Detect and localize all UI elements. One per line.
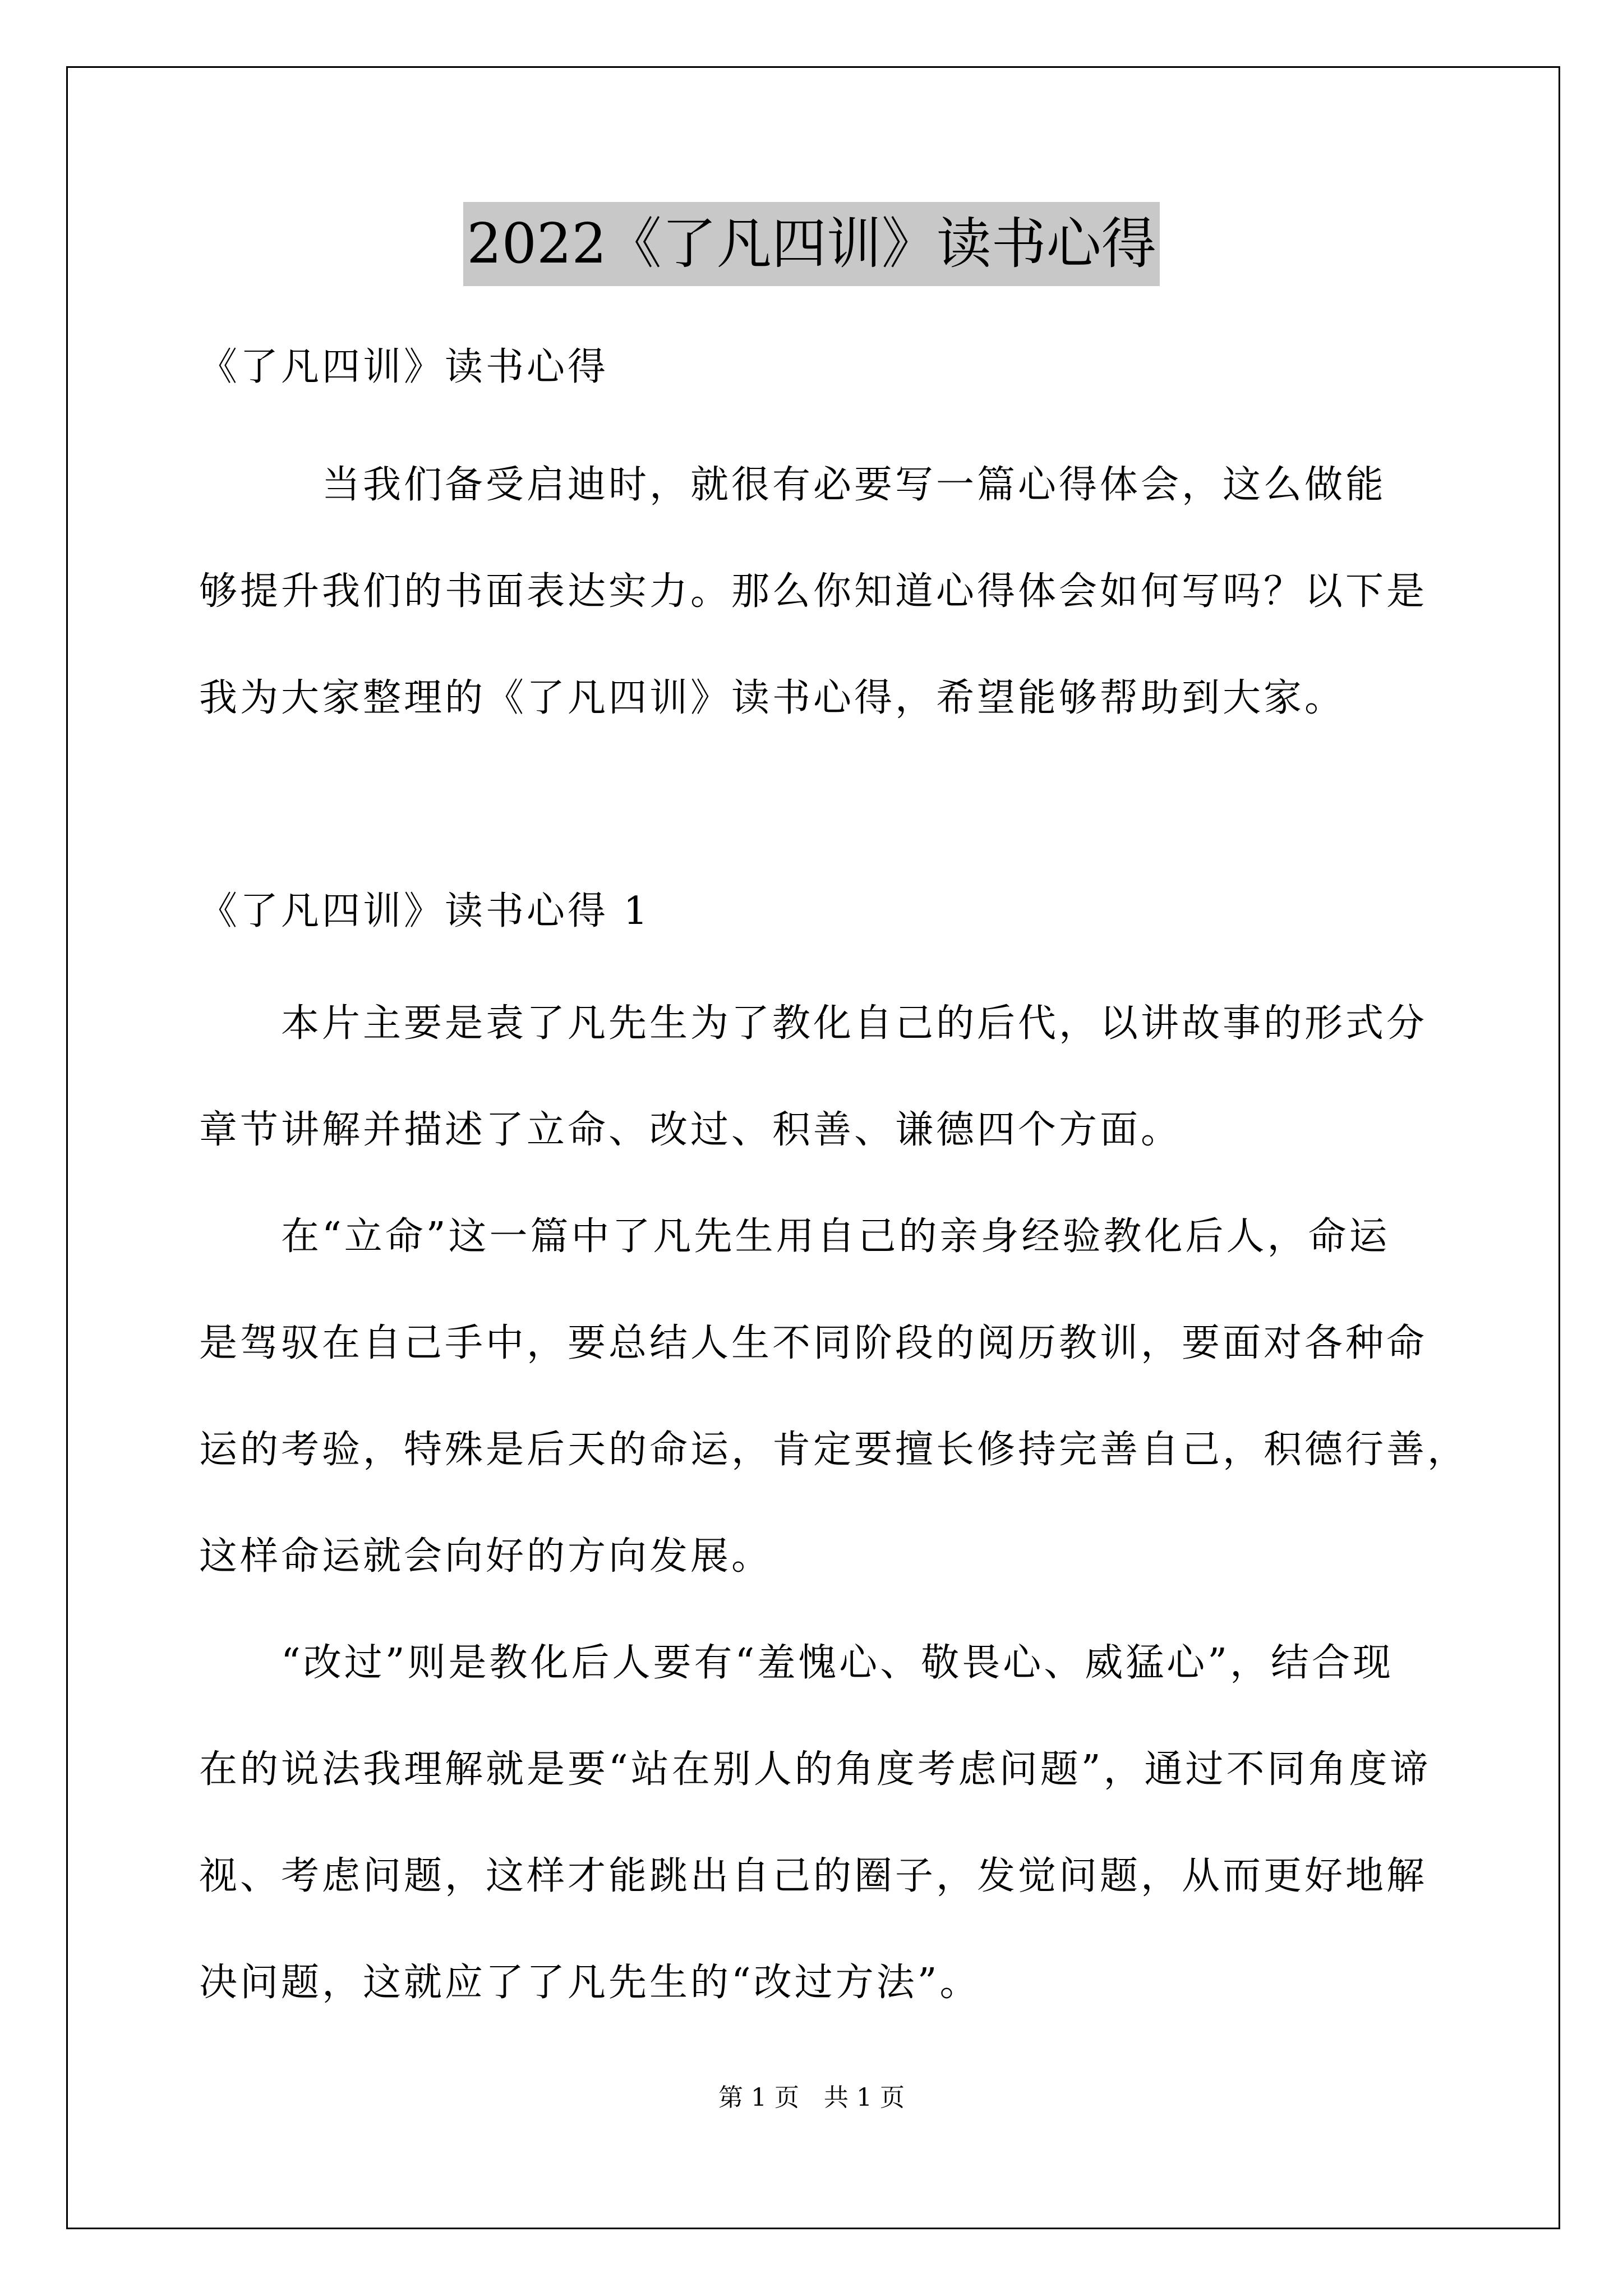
- paragraph-line: 我为大家整理的《了凡四训》读书心得，希望能够帮助到大家。: [199, 676, 1346, 720]
- paragraph-line: 在的说法我理解就是要“站在别人的角度考虑问题”，通过不同角度谛: [199, 1747, 1431, 1792]
- subtitle-line: 《了凡四训》读书心得: [199, 345, 609, 389]
- section-heading: 《了凡四训》读书心得 1: [199, 889, 651, 933]
- paragraph-line: 运的考验，特殊是后天的命运，肯定要擅长修持完善自己，积德行善，: [199, 1428, 1469, 1472]
- page-number-footer: 第 1 页 共 1 页: [718, 2083, 905, 2112]
- paragraph-line: 够提升我们的书面表达实力。那么你知道心得体会如何写吗？以下是: [199, 569, 1428, 614]
- paragraph-line: 这样命运就会向好的方向发展。: [199, 1534, 773, 1579]
- paragraph-line: 当我们备受启迪时，就很有必要写一篇心得体会，这么做能: [199, 463, 1387, 507]
- document-title: [0, 202, 1623, 286]
- paragraph-line: 本片主要是袁了凡先生为了教化自己的后代，以讲故事的形式分: [199, 1001, 1428, 1046]
- document-title-text: 2022《了凡四训》读书心得: [463, 202, 1159, 286]
- paragraph-line: “改过”则是教化后人要有“羞愧心、敬畏心、威猛心”，结合现: [199, 1641, 1394, 1685]
- paragraph-line: 在“立命”这一篇中了凡先生用自己的亲身经验教化后人，命运: [199, 1214, 1390, 1259]
- paragraph-line: 章节讲解并描述了立命、改过、积善、谦德四个方面。: [199, 1108, 1182, 1152]
- paragraph-line: 决问题，这就应了了凡先生的“改过方法”。: [199, 1961, 981, 2005]
- paragraph-line: 视、考虑问题，这样才能跳出自己的圈子，发觉问题，从而更好地解: [199, 1854, 1428, 1898]
- paragraph-line: 是驾驭在自己手中，要总结人生不同阶段的阅历教训，要面对各种命: [199, 1321, 1428, 1365]
